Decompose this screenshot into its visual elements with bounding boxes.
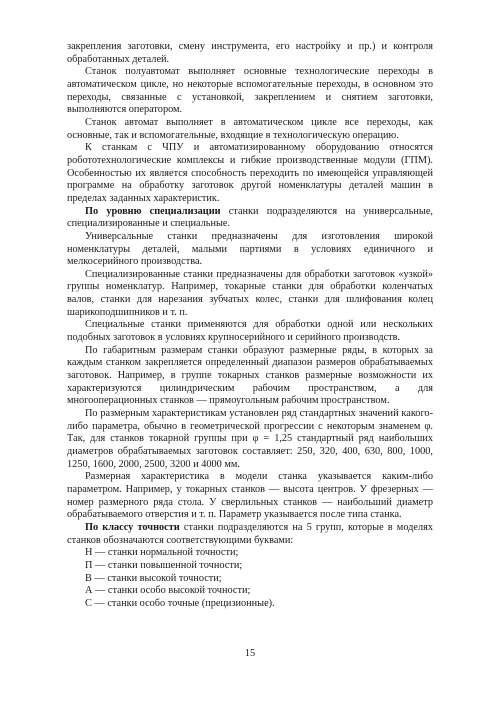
paragraph-text: По размерным характеристикам установлен ряд стандартных значений какого-либо параметра, обычно в геометрической прогрессии с некоторым знаменем φ. Так, для станков токарной группы при φ = 1,25 стандартный ряд наибольших диаметров обрабатываемых заготовок составляет: 250, 320, 400, 630, 800, 1000, 1250, 1600, 2000, 2500, 3200 и 4000 мм. bbox=[67, 408, 433, 470]
paragraph-text: П — станки повышенной точности; bbox=[85, 559, 243, 571]
paragraph bbox=[67, 231, 433, 269]
paragraph bbox=[67, 66, 433, 117]
paragraph-text: станки подразделяются на универсальные, специализированные и специальные. bbox=[67, 205, 433, 230]
paragraph bbox=[67, 117, 433, 142]
paragraph-text: А — станки особо высокой точности; bbox=[85, 585, 251, 597]
paragraph bbox=[67, 206, 433, 231]
paragraph-text: По габаритным размерам станки образуют размерные ряды, в которых за каждым станком закрепляется определенный диапазон размеров обрабатываемых заготовок. Например, в группе токарных станков размерные возможности их характеризуются цилиндрическим рабочим пространством, а для многооперационных станков — прямоугольным рабочим пространством. bbox=[67, 344, 433, 407]
list-item bbox=[67, 585, 433, 598]
paragraph bbox=[67, 345, 433, 408]
paragraph-text: станки подразделяются на 5 групп, которые в моделях станков обозначаются соответствующими буквами: bbox=[67, 521, 434, 546]
paragraph-text: Специализированные станки предназначены для обработки заготовок «узкой» группы номенклатур. Например, токарные станки для обработки коленчатых валов, станки для нарезания зубчатых колес, станки для шлифования колец шарикоподшипников и т. п. bbox=[67, 268, 433, 318]
paragraph bbox=[67, 471, 433, 522]
list-item bbox=[67, 560, 433, 573]
page-number: 15 bbox=[244, 648, 256, 659]
paragraph bbox=[67, 522, 433, 547]
paragraph bbox=[67, 319, 433, 344]
paragraph bbox=[67, 408, 433, 471]
paragraph-lead: По классу точности bbox=[85, 521, 180, 533]
paragraph bbox=[67, 142, 433, 205]
paragraph-text: К станкам с ЧПУ и автоматизированному оборудованию относятся робототехнологические комплексы и гибкие производственные модули (ГПМ). Особенностью их является способность переходить по имеющейся управляющей программе на обработку заготовок другой номенклатуры деталей машин в пределах заданных характеристик. bbox=[67, 142, 433, 204]
paragraph-text: Станок автомат выполняет в автоматическом цикле все переходы, как основные, так и вспомогательные, входящие в технологическую операцию. bbox=[67, 116, 433, 141]
list-item bbox=[67, 547, 433, 560]
paragraph-text: Размерная характеристика в модели станка указывается каким-либо параметром. Например, у токарных станков — высота центров. У фрезерных — номер размерного ряда стола. У сверлильных станков — наибольший диаметр обрабатываемого отверстия и т. п. Параметр указывается после типа станка. bbox=[67, 471, 433, 521]
page-body bbox=[67, 41, 433, 611]
paragraph bbox=[67, 269, 433, 320]
paragraph-text: Станок полуавтомат выполняет основные технологические переходы в автоматическом цикле, но некоторые вспомогательные переходы, в основном это переходы, связанные с установкой, закреплением и снятием заготовки, выполняются оператором. bbox=[67, 66, 433, 116]
paragraph bbox=[67, 41, 433, 66]
paragraph-text: Универсальные станки предназначены для изготовления широкой номенклатуры деталей, малыми партиями в условиях единичного и мелкосерийного производства. bbox=[67, 230, 433, 268]
paragraph-text: В — станки высокой точности; bbox=[85, 572, 222, 584]
paragraph-text: С — станки особо точные (прецизионные). bbox=[85, 597, 275, 609]
list-item bbox=[67, 573, 433, 586]
list-item bbox=[67, 598, 433, 611]
paragraph-lead: По уровню специализации bbox=[85, 205, 221, 217]
paragraph-text: закрепления заготовки, смену инструмента, его настройку и пр.) и контроля обработанных деталей. bbox=[67, 41, 433, 65]
paragraph-text: Н — станки нормальной точности; bbox=[85, 547, 239, 559]
paragraph-text: Специальные станки применяются для обработки одной или нескольких подобных заготовок в условиях крупносерийного и серийного производств. bbox=[67, 319, 433, 344]
